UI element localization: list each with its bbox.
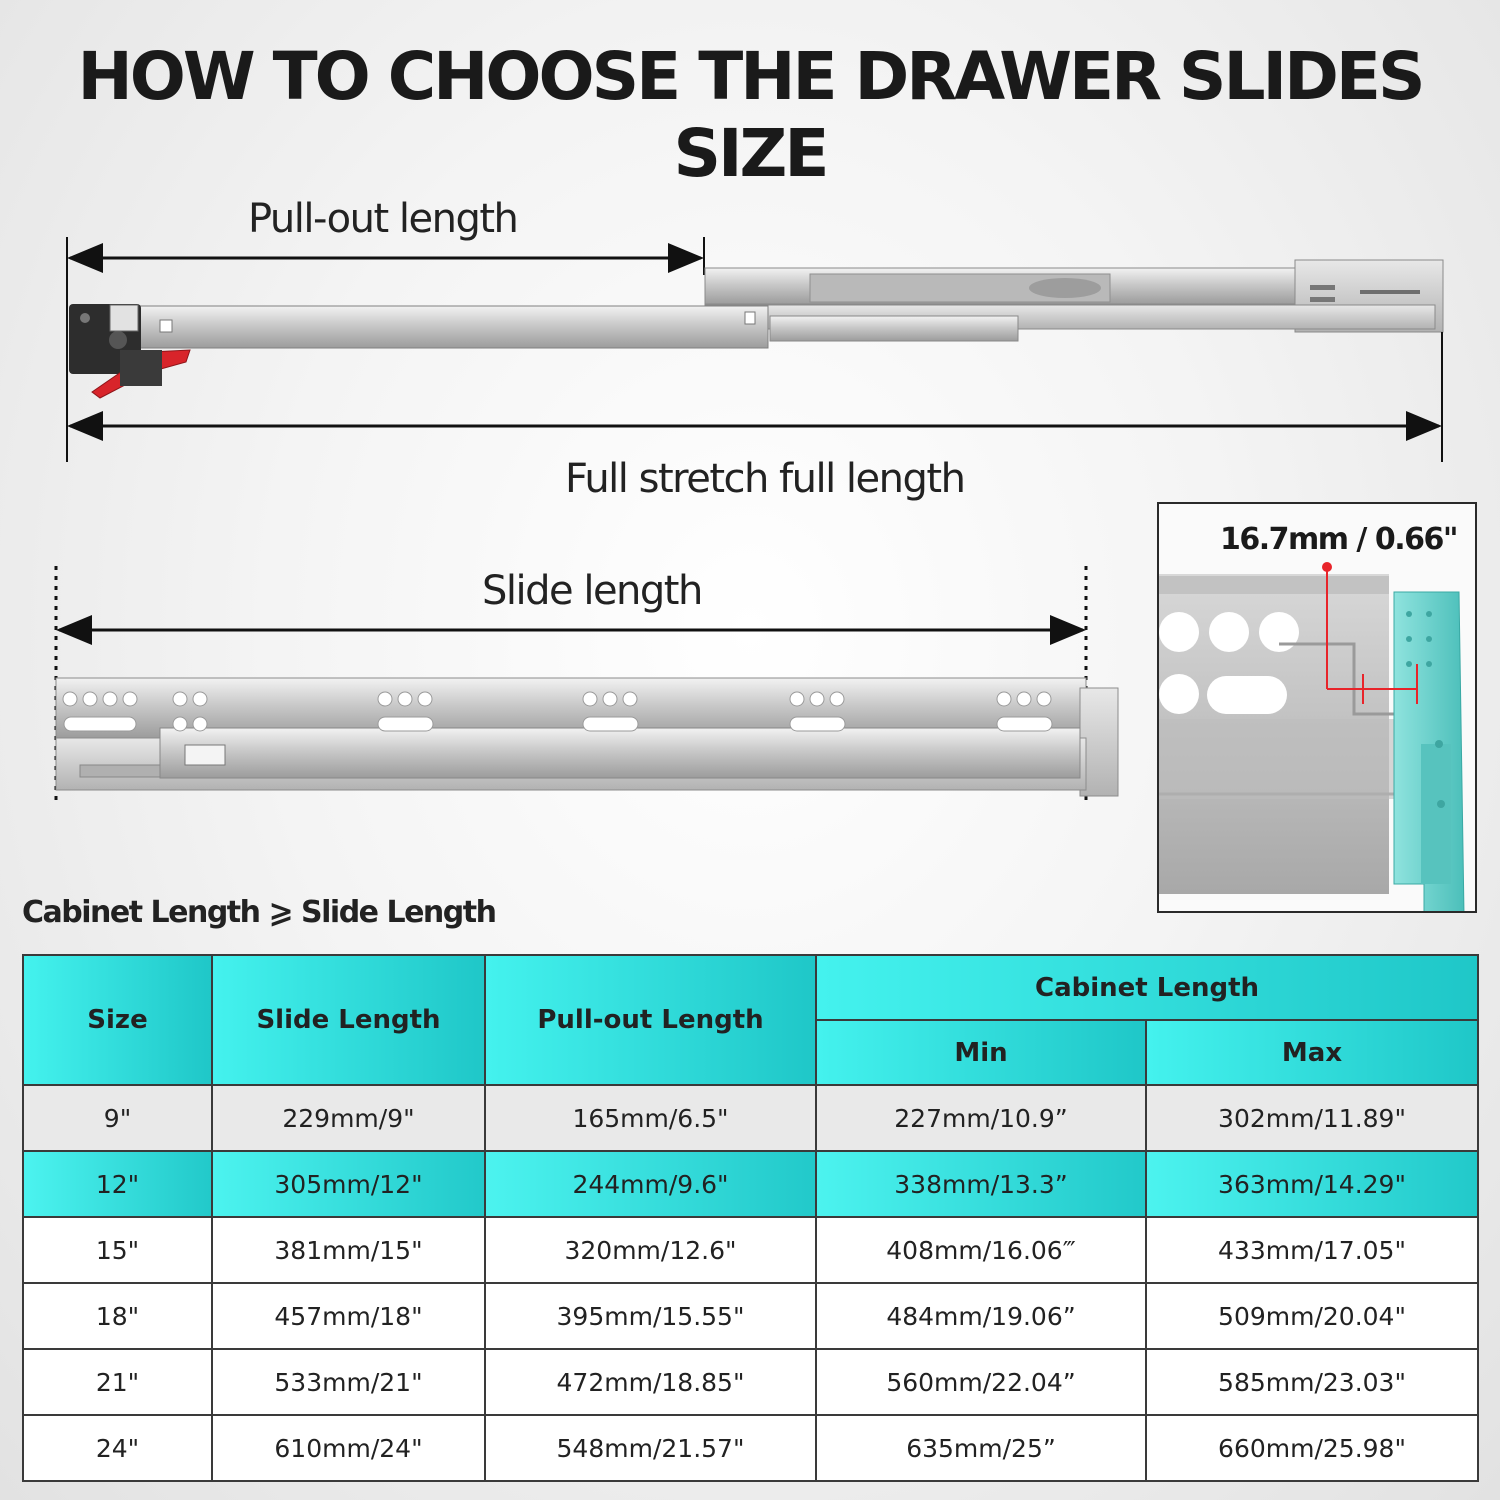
cell-min: 338mm/13.3”: [816, 1151, 1146, 1217]
closed-slide-image: [56, 678, 1118, 796]
cell-min: 227mm/10.9”: [816, 1085, 1146, 1151]
full-stretch-length-label: Full stretch full length: [565, 456, 965, 502]
pullout-length-label: Pull-out length: [248, 196, 518, 242]
extended-slide-image: [69, 260, 1443, 398]
full-stretch-dimension-line: [70, 332, 1442, 462]
cell-min: 560mm/22.04”: [816, 1349, 1146, 1415]
cell-max: 509mm/20.04": [1146, 1283, 1478, 1349]
cell-pullout-length: 548mm/21.57": [485, 1415, 816, 1481]
cell-slide-length: 457mm/18": [212, 1283, 485, 1349]
cell-pullout-length: 165mm/6.5": [485, 1085, 816, 1151]
cell-size: 21": [23, 1349, 212, 1415]
cell-max: 660mm/25.98": [1146, 1415, 1478, 1481]
cell-slide-length: 533mm/21": [212, 1349, 485, 1415]
cell-size: 24": [23, 1415, 212, 1481]
cell-max: 433mm/17.05": [1146, 1217, 1478, 1283]
header-cabinet-length: Cabinet Length: [816, 955, 1478, 1020]
table-row: [23, 1217, 1478, 1283]
cell-size: 18": [23, 1283, 212, 1349]
header-min: Min: [816, 1020, 1146, 1085]
cell-max: 302mm/11.89": [1146, 1085, 1478, 1151]
cell-slide-length: 381mm/15": [212, 1217, 485, 1283]
thickness-label: 16.7mm / 0.66": [1219, 522, 1457, 557]
cell-max: 363mm/14.29": [1146, 1151, 1478, 1217]
cell-min: 408mm/16.06‴: [816, 1217, 1146, 1283]
bracket-detail-image: [1159, 504, 1477, 913]
thickness-detail-inset: [1157, 502, 1477, 913]
table-row: [23, 1085, 1478, 1151]
cell-max: 585mm/23.03": [1146, 1349, 1478, 1415]
cell-min: 484mm/19.06”: [816, 1283, 1146, 1349]
cell-slide-length: 610mm/24": [212, 1415, 485, 1481]
size-table: [22, 954, 1479, 1482]
page-title: HOW TO CHOOSE THE DRAWER SLIDES SIZE: [77, 38, 1423, 192]
table-row: [23, 1151, 1478, 1217]
header-pullout-length: Pull-out Length: [485, 955, 816, 1085]
cell-pullout-length: 472mm/18.85": [485, 1349, 816, 1415]
cell-pullout-length: 395mm/15.55": [485, 1283, 816, 1349]
cell-pullout-length: 320mm/12.6": [485, 1217, 816, 1283]
cabinet-rule-subheading: Cabinet Length ⩾ Slide Length: [22, 895, 496, 930]
header-slide-length: Slide Length: [212, 955, 485, 1085]
pullout-dimension-line: [67, 237, 704, 462]
header-size: Size: [23, 955, 212, 1085]
cell-min: 635mm/25”: [816, 1415, 1146, 1481]
cell-size: 15": [23, 1217, 212, 1283]
table-row: [23, 1349, 1478, 1415]
cell-size: 9": [23, 1085, 212, 1151]
cell-size: 12": [23, 1151, 212, 1217]
cell-slide-length: 305mm/12": [212, 1151, 485, 1217]
table-row: [23, 1283, 1478, 1349]
cell-pullout-length: 244mm/9.6": [485, 1151, 816, 1217]
cell-slide-length: 229mm/9": [212, 1085, 485, 1151]
table-row: [23, 1415, 1478, 1481]
header-max: Max: [1146, 1020, 1478, 1085]
slide-length-label: Slide length: [482, 568, 702, 614]
